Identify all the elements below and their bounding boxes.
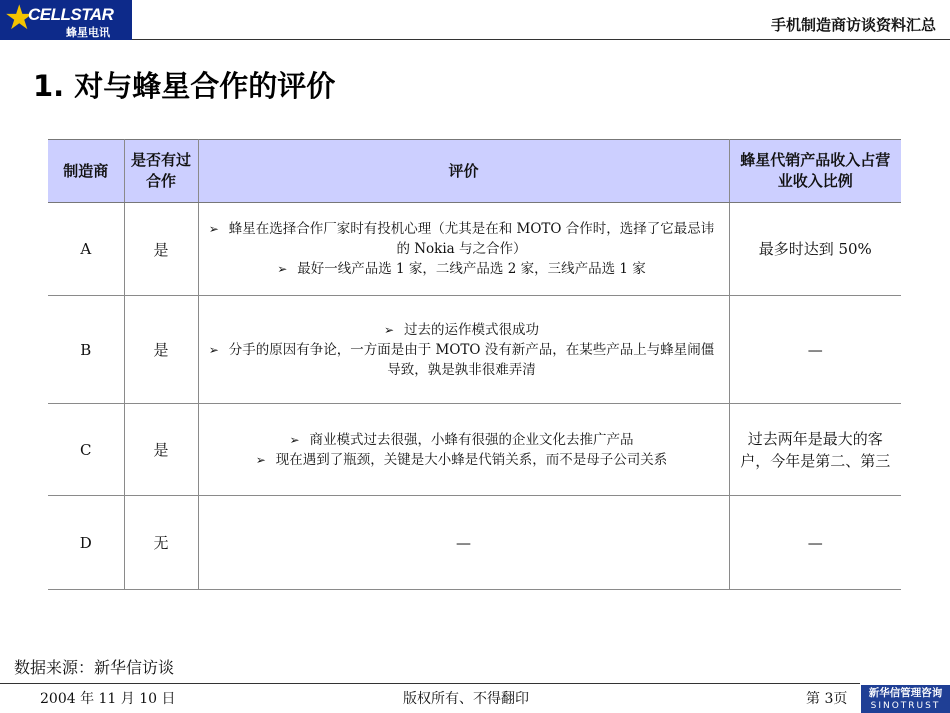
table-row (48, 296, 901, 404)
column-header-cooperated-text: 是否有过合作 (131, 151, 192, 190)
cooperated-cell: 是 (124, 404, 198, 496)
evaluation-point (207, 219, 717, 259)
column-header-cooperated (124, 140, 198, 203)
arrow-bullet-icon: ➢ (208, 222, 219, 236)
ratio-cell: — (729, 496, 901, 590)
evaluation-point (207, 320, 717, 340)
evaluation-point-text: 过去的运作模式很成功 (404, 321, 540, 338)
arrow-bullet-icon: ➢ (208, 342, 219, 357)
maker-cell: B (48, 296, 124, 404)
ratio-cell: 最多时达到 50% (729, 203, 901, 296)
cooperated-cell: 是 (124, 296, 198, 404)
arrow-bullet-icon: ➢ (277, 262, 288, 276)
maker-cell: A (48, 203, 124, 296)
arrow-bullet-icon: ➢ (383, 322, 395, 337)
data-source-note: 数据来源：新华信访谈 (14, 658, 175, 677)
evaluation-point (207, 340, 717, 380)
cellstar-logo (0, 0, 132, 40)
document-title: 手机制造商访谈资料汇总 (770, 16, 936, 34)
header-divider (132, 39, 950, 40)
evaluation-cell (198, 404, 729, 496)
ratio-cell: — (729, 296, 901, 404)
evaluation-point (207, 430, 717, 450)
evaluation-point (207, 259, 717, 279)
sinotrust-logo (861, 685, 950, 713)
maker-cell: D (48, 496, 124, 590)
logo-brand-cn: 蜂星电讯 (66, 26, 110, 39)
arrow-bullet-icon: ➢ (255, 452, 266, 467)
sinotrust-logo-en: SINOTRUST (870, 701, 941, 711)
evaluation-point-text: 最好一线产品选 1 家，二线产品选 2 家，三线产品选 1 家 (297, 261, 646, 277)
footer-divider (0, 683, 860, 684)
evaluation-table (48, 139, 901, 590)
evaluation-point-text: 蜂星在选择合作厂家时有投机心理（尤其是在和 MOTO 合作时，选择了它最忌讳的 Nokia 与之合作） (228, 221, 715, 257)
column-header-maker: 制造商 (48, 140, 124, 203)
page-title: 1. 对与蜂星合作的评价 (33, 69, 336, 103)
evaluation-point-text: 分手的原因有争论，一方面是由于 MOTO 没有新产品，在某些产品上与蜂星闹僵导致，孰是孰非很难弄清 (228, 341, 715, 378)
sinotrust-logo-cn: 新华信管理咨询 (868, 687, 943, 699)
star-icon: ★ (4, 0, 35, 38)
evaluation-point-text: 商业模式过去很强，小蜂有很强的企业文化去推广产品 (309, 431, 634, 448)
table-row (48, 404, 901, 496)
footer-date: 2004 年 11 月 10 日 (40, 691, 176, 707)
evaluation-point-text: 现在遇到了瓶颈，关键是大小蜂是代销关系，而不是母子公司关系 (275, 451, 668, 468)
footer-copyright: 版权所有、不得翻印 (403, 691, 529, 707)
logo-brand: CELLSTAR (28, 5, 114, 24)
column-header-ratio (729, 140, 901, 203)
evaluation-point (207, 450, 717, 470)
page-number: 第 3页 (806, 691, 848, 707)
column-header-ratio-text: 蜂星代销产品收入占营业收入比例 (740, 151, 891, 190)
maker-cell: C (48, 404, 124, 496)
table-row (48, 496, 901, 590)
ratio-cell: 过去两年是最大的客户，今年是第二、第三 (729, 404, 901, 496)
table-header-row (48, 140, 901, 203)
table-row (48, 203, 901, 296)
arrow-bullet-icon: ➢ (289, 432, 300, 447)
evaluation-cell (198, 296, 729, 404)
column-header-evaluation: 评价 (198, 140, 729, 203)
evaluation-cell: — (198, 496, 729, 590)
cooperated-cell: 无 (124, 496, 198, 590)
cooperated-cell: 是 (124, 203, 198, 296)
evaluation-cell (198, 203, 729, 296)
